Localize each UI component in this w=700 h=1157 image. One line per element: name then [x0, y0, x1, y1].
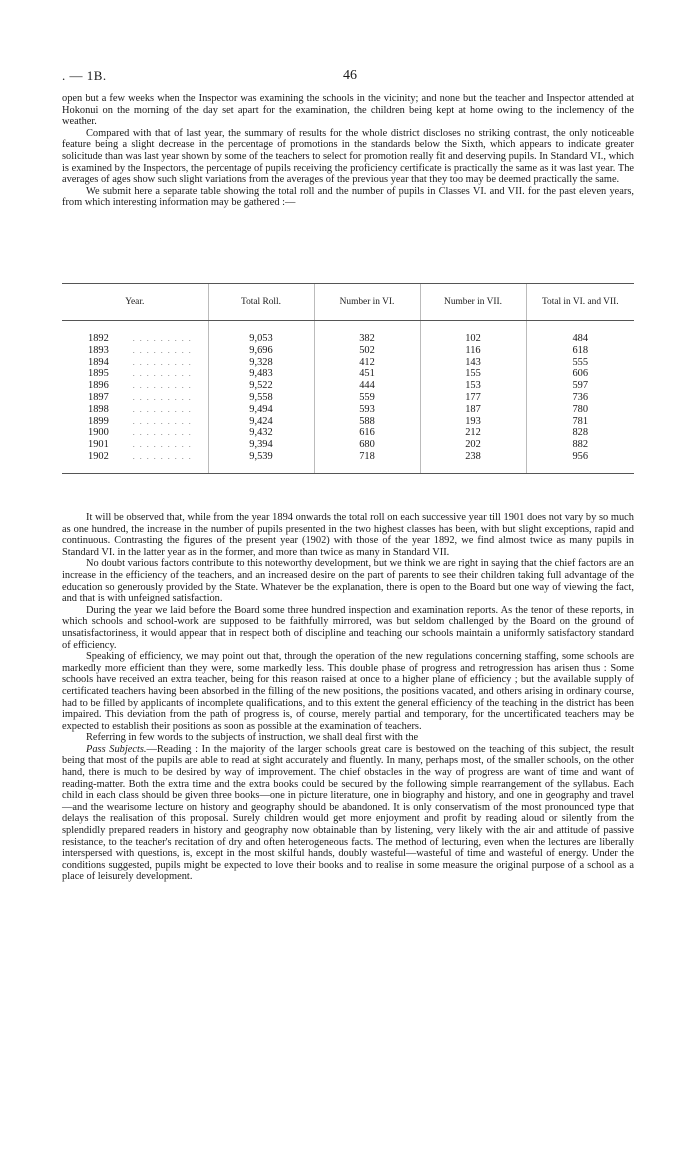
cell-total-roll: 9,522 [208, 380, 314, 392]
cell-total-vi-vii: 555 [526, 357, 634, 369]
paragraph: We submit here a separate table showing the total roll and the number of pupils in Classes VI. and VII. for the past eleven years, from which interesting information may be gathered :— [62, 185, 634, 209]
cell-total-roll: 9,328 [208, 357, 314, 369]
col-header-year: Year. [62, 284, 208, 321]
cell-number-vii: 212 [420, 427, 526, 439]
cell-total-roll: 9,494 [208, 404, 314, 416]
table-row: 1898 ......... 9,494 593 187 780 [62, 404, 634, 416]
pass-subjects-paragraph [62, 744, 634, 883]
cell-total-vi-vii: 956 [526, 451, 634, 473]
cell-total-vi-vii: 606 [526, 368, 634, 380]
cell-total-vi-vii: 882 [526, 439, 634, 451]
cell-total-roll: 9,424 [208, 416, 314, 428]
cell-total-vi-vii: 618 [526, 345, 634, 357]
cell-number-vii: 143 [420, 357, 526, 369]
cell-total-vi-vii: 736 [526, 392, 634, 404]
cell-year: 1895 [88, 368, 109, 380]
cell-total-vi-vii: 597 [526, 380, 634, 392]
table-row: 1902 ......... 9,539 718 238 956 [62, 451, 634, 473]
cell-total-roll: 9,558 [208, 392, 314, 404]
cell-number-vi: 444 [314, 380, 420, 392]
table-row: 1901 ......... 9,394 680 202 882 [62, 439, 634, 451]
cell-number-vii: 238 [420, 451, 526, 473]
paragraph: open but a few weeks when the Inspector was examining the schools in the vicinity; and none but the teacher and Inspector attended at Hokonui on the morning of the day set apart for the examination, the children being kept at home owing to the inclemency of the weather. [62, 93, 634, 128]
table-row: 1895 ......... 9,483 451 155 606 [62, 368, 634, 380]
cell-number-vii: 155 [420, 368, 526, 380]
cell-total-vi-vii: 780 [526, 404, 634, 416]
cell-year: 1902 [88, 450, 109, 462]
report-code: . — 1B. [62, 68, 107, 83]
paragraph: Referring in few words to the subjects of instruction, we shall deal first with the [86, 732, 419, 744]
cell-number-vi: 502 [314, 345, 420, 357]
cell-year: 1894 [88, 356, 109, 368]
cell-total-roll: 9,394 [208, 439, 314, 451]
cell-number-vii: 193 [420, 416, 526, 428]
cell-number-vi: 412 [314, 357, 420, 369]
pass-subjects-text: —Reading : In the majority of the larger schools great care is bestowed on the teaching of this subject, the result being that most of the pupils are able to read at sight accurately and fluently. In many, perhaps most, of the smaller schools, on the other hand, there is much to be desired by way of improvement. The chief obstacles in the way of progress are want of time and want of reading-matter. Both the extra time and the extra books could be secured by the following simple rearrangement of the syllabus. Each child in each class should be given three books—one in picture literature, one in biography and history, and one in geography and travel—and the wearisome lecture on history and geography should be abandoned. It is only conservatism of the most pronounced type that delays the realisation of this proposal. Surely children would get more enjoyment and profit by reading aloud or silently from the splendidly prepared readers in history and geography now obtainable than by listening, very likely with the air and attitude of passive resistance, to the teacher's recitation of dry and often heterogeneous facts. The method of lecturing, even when the lectures are liberally interspersed with questions, is, except in the most skilful hands, doubly wasteful—wasteful of time and wasteful of energy. Under the conditions suggested, pupils might be expected to love their books and to realise in some measure the original purpose of a school as a place of leisurely development. [62, 743, 634, 883]
cell-number-vi: 382 [314, 333, 420, 345]
table-row: 1894 ......... 9,328 412 143 555 [62, 357, 634, 369]
cell-year: 1897 [88, 391, 109, 403]
cell-total-roll: 9,053 [208, 333, 314, 345]
cell-total-vi-vii: 484 [526, 333, 634, 345]
cell-number-vi: 680 [314, 439, 420, 451]
cell-total-roll: 9,432 [208, 427, 314, 439]
cell-total-roll: 9,483 [208, 368, 314, 380]
cell-number-vi: 616 [314, 427, 420, 439]
paragraph: It will be observed that, while from the year 1894 onwards the total roll on each successive year till 1901 does not vary by so much as one hundred, the increase in the number of pupils presented in the two highest classes has been, with but slight exceptions, rapid and continuous. Contrasting the figures of the present year (1902) with those of the year 1892, we find almost twice as many pupils in Standard VI. in the latter year as in the former, and more than twice as many in Standard VII. [62, 512, 634, 558]
cell-year: 1892 [88, 333, 109, 344]
cell-year: 1901 [88, 439, 109, 451]
cell-number-vi: 718 [314, 451, 420, 473]
cell-number-vi: 588 [314, 416, 420, 428]
cell-number-vii: 102 [420, 333, 526, 345]
paragraph: Compared with that of last year, the summary of results for the whole district discloses no striking contrast, the only noticeable feature being a slight decrease in the percentage of promotions in the standards below the Sixth, which appears to indicate greater solicitude than was last year shown by some of the teachers to select for promotion really fit and deserving pupils. In Standard VI., which is examined by the Inspectors, the percentage of pupils receiving the proficiency certificate is practically the same as it was last year. The averages of ages show such slight variations from the averages of the previous year that they too may be deemed practically the same. [62, 127, 634, 186]
cell-number-vi: 593 [314, 404, 420, 416]
col-header-total-roll: Total Roll. [208, 284, 314, 321]
col-header-number-vii: Number in VII. [420, 284, 526, 321]
cell-total-vi-vii: 828 [526, 427, 634, 439]
cell-number-vii: 177 [420, 392, 526, 404]
roll-table [62, 283, 634, 474]
cell-year: 1898 [88, 403, 109, 415]
page-number: 46 [343, 68, 357, 83]
paragraph: During the year we laid before the Board some three hundred inspection and examination reports. As the tenor of these reports, in which schools and school-work are supposed to be faithfully mirrored, was but seldom challenged by the Board on the ground of unsatisfactoriness, it would appear that in respect both of discipline and teaching our schools maintain a uniformly satisfactory standard of efficiency. [62, 604, 634, 651]
cell-year: 1900 [88, 427, 109, 439]
body-text [62, 512, 634, 883]
col-header-number-vi: Number in VI. [314, 284, 420, 321]
table-row: 1892 ......... 9,053 382 102 484 [62, 333, 634, 345]
pass-subjects-heading: Pass Subjects. [86, 743, 147, 755]
cell-year: 1899 [88, 415, 109, 427]
cell-year: 1893 [88, 344, 109, 356]
cell-number-vi: 559 [314, 392, 420, 404]
table-header-row [62, 284, 634, 321]
cell-total-vi-vii: 781 [526, 416, 634, 428]
intro-text [62, 93, 634, 209]
table-row: 1896 ......... 9,522 444 153 597 [62, 380, 634, 392]
table-row: 1900 ......... 9,432 616 212 828 [62, 427, 634, 439]
paragraph: No doubt various factors contribute to this noteworthy development, but we think we are right in saying that the chief factors are an increase in the efficiency of the teachers, and an increased desire on the part of parents to see their children taking full advantage of the education so generously provided by the State. Whatever be the explanation, there is open to the Board but one way of viewing the fact, and that is with unfeigned satisfaction. [62, 558, 634, 605]
cell-number-vii: 187 [420, 404, 526, 416]
cell-number-vi: 451 [314, 368, 420, 380]
cell-total-roll: 9,696 [208, 345, 314, 357]
cell-number-vii: 153 [420, 380, 526, 392]
col-header-total-vi-vii: Total in VI. and VII. [526, 284, 634, 321]
paragraph: Speaking of efficiency, we may point out that, through the operation of the new regulations concerning staffing, some schools are markedly more efficient than they were, some markedly less. This double phase of progress and retrogression has arisen thus : Some schools have received an extra teacher, being for this reason raised at once to a higher plane of efficiency ; but the available supply of certificated teachers having been absorbed in the filling of the new positions, the positions vacated, and others arising in ordinary course, had to be filled by applicants of incomplete qualifications, and to this extent the general efficiency of the teaching in the district has been impaired. This deviation from the path of progress is, of course, merely partial and temporary, for the uncertificated teachers may be expected to establish their positions as soon as possible at the examination of teachers. [62, 651, 634, 732]
cell-number-vii: 116 [420, 345, 526, 357]
table-row: 1893 ......... 9,696 502 116 618 [62, 345, 634, 357]
cell-total-roll: 9,539 [208, 451, 314, 473]
table-row: 1899 ......... 9,424 588 193 781 [62, 416, 634, 428]
cell-number-vii: 202 [420, 439, 526, 451]
table-row: 1897 ......... 9,558 559 177 736 [62, 392, 634, 404]
cell-year: 1896 [88, 380, 109, 392]
